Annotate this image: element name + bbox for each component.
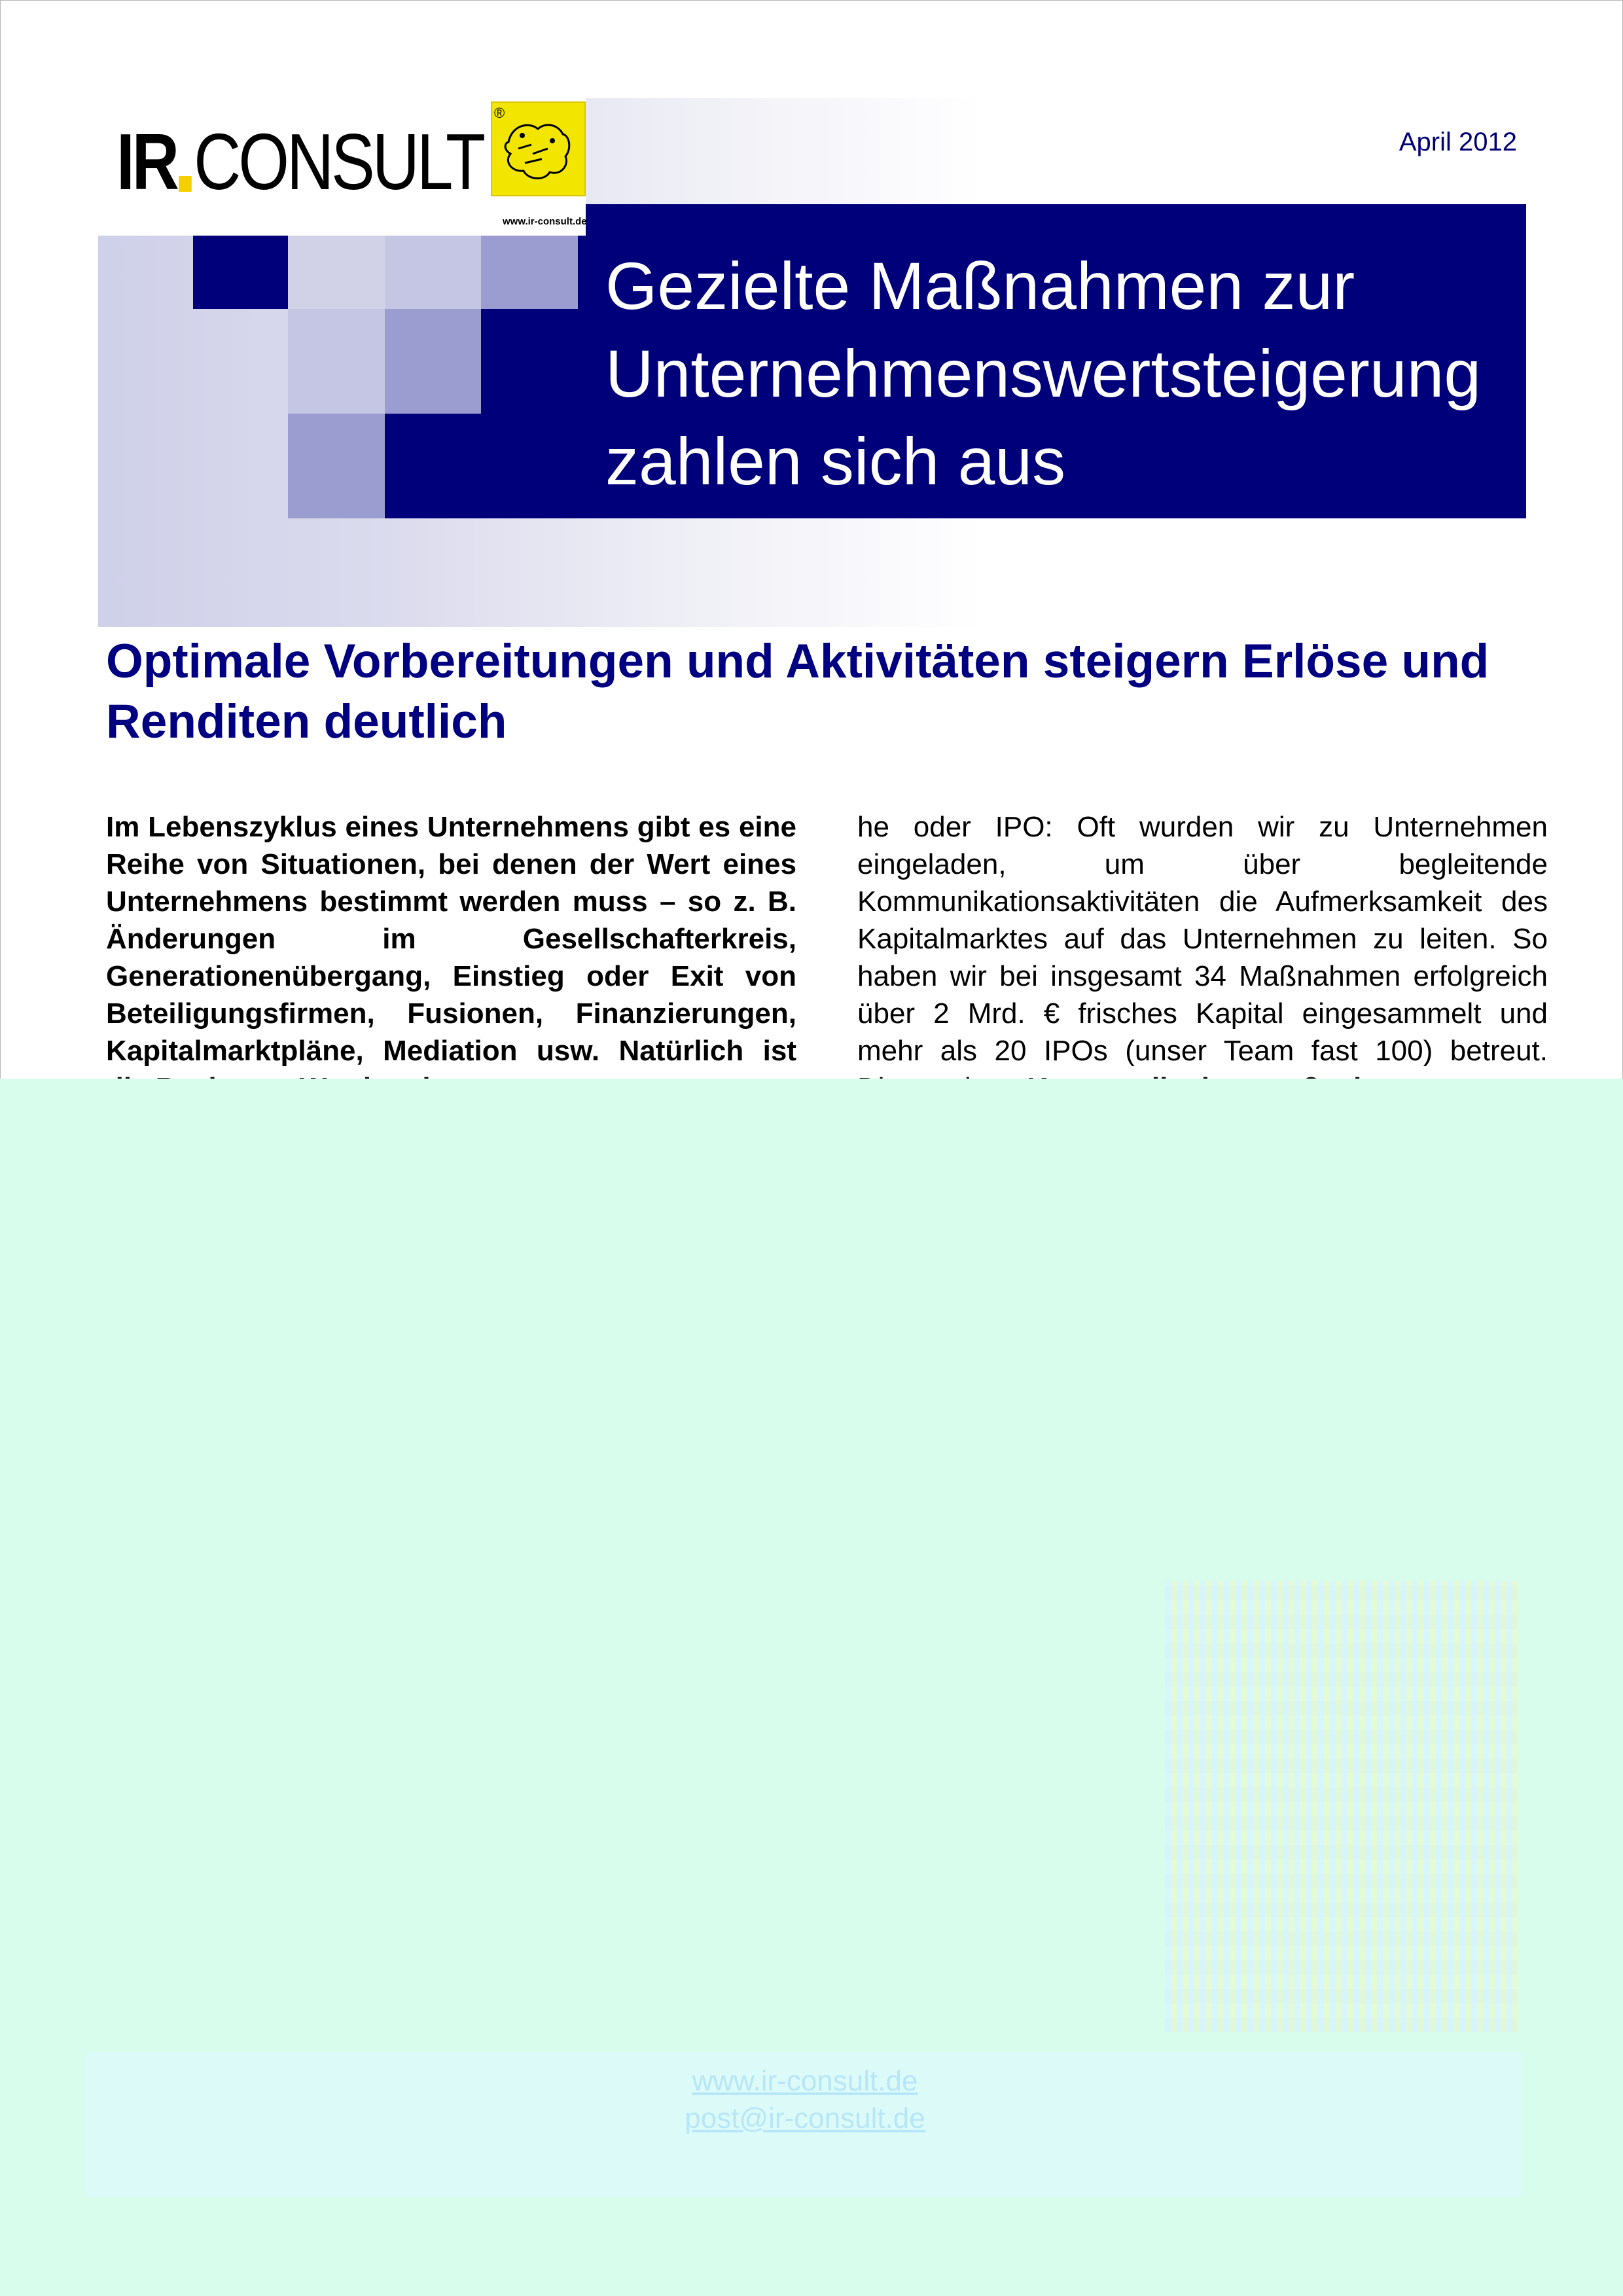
page-title xyxy=(605,242,1508,505)
company-logo xyxy=(116,113,483,211)
logo-ir: IR xyxy=(116,117,177,206)
subtitle-line: Renditen deutlich xyxy=(106,695,507,748)
right-column-text xyxy=(857,808,1548,1107)
logo-hands-icon xyxy=(491,101,586,196)
left-column-text: Im Lebenszyklus eines Unternehmens gibt es eine Reihe von Situationen, bei denen der Wert eines Unternehmens bestimmt werden muss – so z. B. Änderungen im Gesellschafterkreis, Generationenübergang, Einstieg oder Exit von Beteiligungsfirmen, Fusionen, Finanzierungen, Kapitalmarktpläne, Mediation usw. Natürlich ist xyxy=(106,811,796,1067)
logo-consult: CONSULT xyxy=(194,117,483,206)
subtitle xyxy=(106,632,1526,752)
right-column-plain: he oder IPO: Oft wurden wir zu Unternehmen eingeladen, um über begleitende Kommunikationsaktivitäten die Aufmerksamkeit des Kapitalmarktes auf das Unternehmen zu leiten. So haben wir bei insgesamt 34 Maßnahmen erfolgreich über 2 Mrd. € frisches Kapital eingesammelt und mehr als 20 IPOs (unser Team fast 100) betreut. xyxy=(857,811,1548,1067)
subtitle-line: Optimale Vorbereitungen und Aktivitäten steigern Erlöse und xyxy=(106,635,1489,688)
decor-square xyxy=(288,309,385,414)
faded-pattern-image xyxy=(1165,1581,1517,2032)
title-line: zahlen sich aus xyxy=(605,424,1066,499)
footer-website-link[interactable]: www.ir-consult.de xyxy=(692,2065,918,2097)
title-line: Gezielte Maßnahmen zur xyxy=(605,249,1355,323)
logo-dot xyxy=(179,176,192,192)
logo-url: www.ir-consult.de xyxy=(503,216,587,227)
decor-square xyxy=(385,309,481,414)
issue-date: April 2012 xyxy=(1399,128,1517,156)
decor-square xyxy=(288,414,385,518)
title-line: Unternehmenswertsteigerung xyxy=(605,336,1482,411)
footer-email-link[interactable]: post@ir-consult.de xyxy=(685,2102,925,2134)
registered-mark: ® xyxy=(494,105,505,121)
